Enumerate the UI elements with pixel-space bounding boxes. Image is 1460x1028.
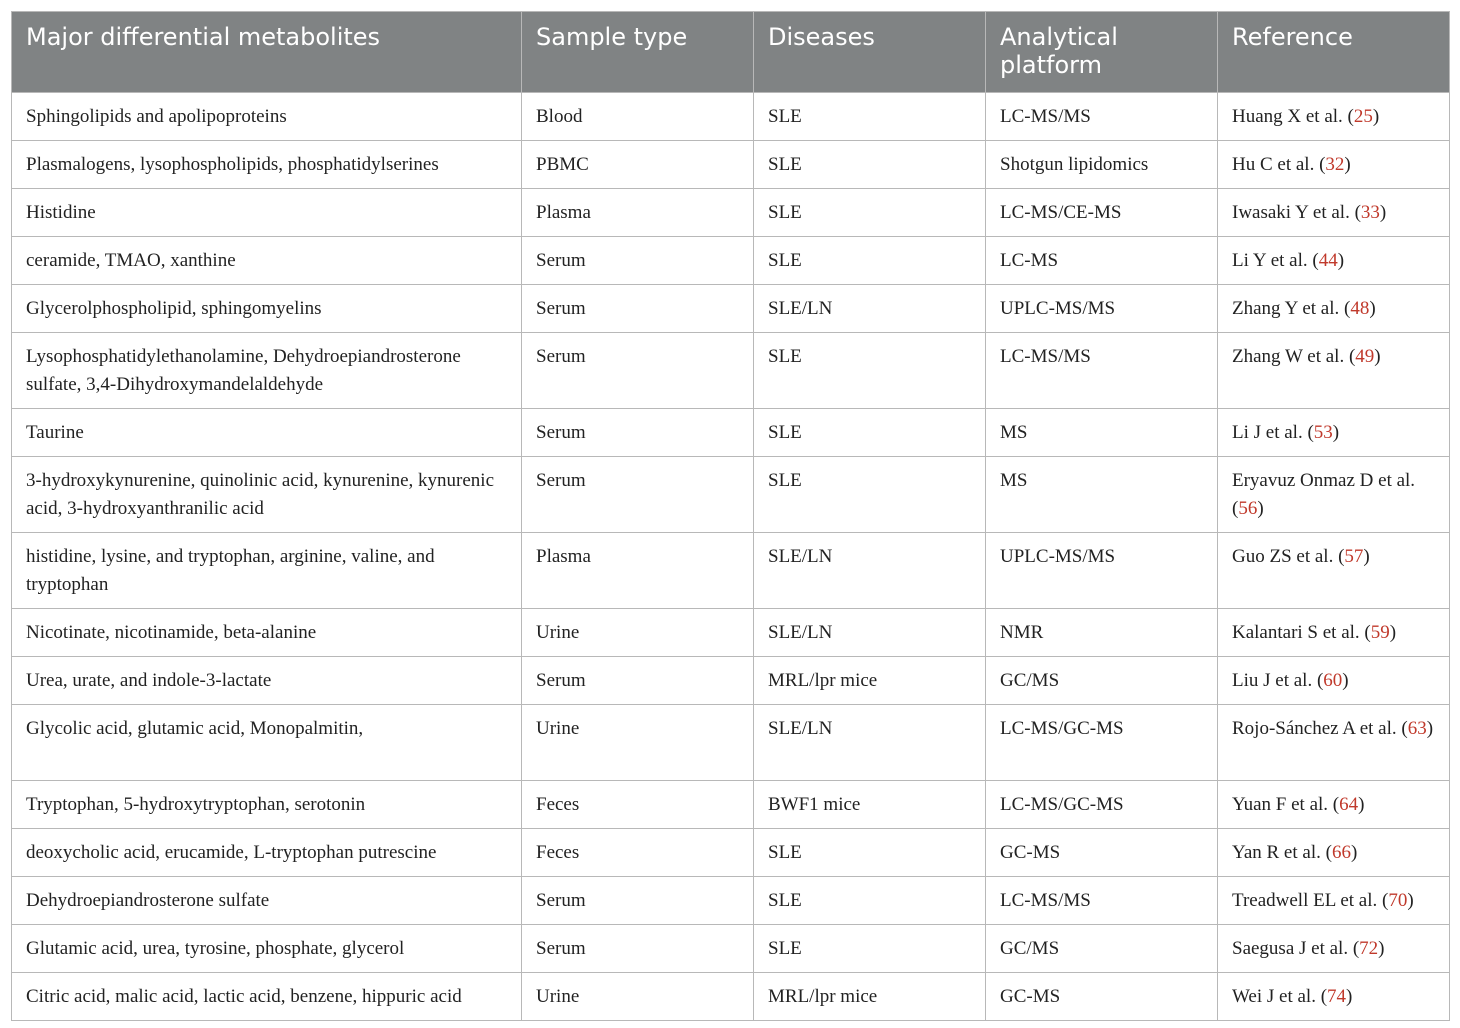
reference-author: Iwasaki Y et al. ( [1232, 202, 1361, 223]
reference-close: ) [1378, 938, 1385, 959]
cell-disease: SLE [754, 189, 986, 237]
reference-citation-link[interactable]: 57 [1344, 546, 1364, 567]
table-row [12, 333, 1450, 409]
cell-reference [1218, 333, 1450, 409]
cell-reference [1218, 973, 1450, 1021]
cell-platform: LC-MS/CE-MS [986, 189, 1218, 237]
cell-disease: SLE/LN [754, 609, 986, 657]
cell-sample-type: Serum [522, 285, 754, 333]
cell-metabolites: Dehydroepiandrosterone sulfate [12, 877, 522, 925]
reference-author: Liu J et al. ( [1232, 670, 1324, 691]
cell-reference [1218, 533, 1450, 609]
reference-author: Saegusa J et al. ( [1232, 938, 1360, 959]
reference-citation-link[interactable]: 70 [1388, 890, 1408, 911]
reference-close: ) [1346, 986, 1353, 1007]
table-row [12, 93, 1450, 141]
reference-citation-link[interactable]: 32 [1325, 154, 1345, 175]
reference-author: Eryavuz Onmaz D et al. ( [1232, 470, 1416, 519]
reference-close: ) [1369, 298, 1376, 319]
table-row [12, 657, 1450, 705]
reference-citation-link[interactable]: 44 [1318, 250, 1338, 271]
cell-platform: LC-MS/GC-MS [986, 705, 1218, 781]
reference-citation-link[interactable]: 63 [1407, 718, 1427, 739]
cell-sample-type: Plasma [522, 533, 754, 609]
reference-close: ) [1358, 794, 1365, 815]
reference-citation-link[interactable]: 60 [1323, 670, 1343, 691]
reference-close: ) [1372, 106, 1380, 127]
table-row [12, 285, 1450, 333]
reference-close: ) [1332, 422, 1340, 443]
cell-sample-type: Feces [522, 781, 754, 829]
cell-metabolites: ceramide, TMAO, xanthine [12, 237, 522, 285]
cell-reference [1218, 657, 1450, 705]
cell-platform: LC-MS/GC-MS [986, 781, 1218, 829]
cell-sample-type: Serum [522, 409, 754, 457]
cell-platform: UPLC-MS/MS [986, 285, 1218, 333]
reference-author: Yuan F et al. ( [1232, 794, 1340, 815]
cell-metabolites: Taurine [12, 409, 522, 457]
reference-close: ) [1363, 546, 1370, 567]
cell-platform: Shotgun lipidomics [986, 141, 1218, 189]
cell-sample-type: Serum [522, 657, 754, 705]
reference-citation-link[interactable]: 66 [1331, 842, 1351, 863]
cell-metabolites: Glutamic acid, urea, tyrosine, phosphate, glycerol [12, 925, 522, 973]
reference-citation-link[interactable]: 59 [1370, 622, 1390, 643]
cell-disease: SLE [754, 237, 986, 285]
table-row [12, 925, 1450, 973]
cell-sample-type: Serum [522, 877, 754, 925]
reference-author: Treadwell EL et al. ( [1232, 890, 1389, 911]
table-row [12, 141, 1450, 189]
header-diseases: Diseases [754, 12, 986, 93]
cell-platform: GC-MS [986, 829, 1218, 877]
cell-sample-type: Serum [522, 237, 754, 285]
reference-author: Hu C et al. ( [1232, 154, 1326, 175]
cell-sample-type: Urine [522, 973, 754, 1021]
reference-citation-link[interactable]: 48 [1350, 298, 1370, 319]
reference-close: ) [1337, 250, 1345, 271]
cell-metabolites: Lysophosphatidylethanolamine, Dehydroepiandrosterone sulfate, 3,4-Dihydroxymandelaldehyde [12, 333, 522, 409]
cell-platform: MS [986, 457, 1218, 533]
cell-disease: SLE [754, 877, 986, 925]
header-row [12, 12, 1450, 93]
reference-author: Wei J et al. ( [1232, 986, 1328, 1007]
reference-author: Rojo-Sánchez A et al. ( [1232, 718, 1408, 739]
reference-close: ) [1389, 622, 1397, 643]
cell-platform: GC-MS [986, 973, 1218, 1021]
cell-platform: UPLC-MS/MS [986, 533, 1218, 609]
cell-metabolites: Glycerolphospholipid, sphingomyelins [12, 285, 522, 333]
cell-reference [1218, 93, 1450, 141]
metabolites-table [11, 11, 1450, 1021]
cell-sample-type: Plasma [522, 189, 754, 237]
reference-close: ) [1257, 498, 1264, 519]
cell-reference [1218, 285, 1450, 333]
cell-sample-type: Urine [522, 609, 754, 657]
cell-disease: SLE [754, 925, 986, 973]
metabolites-table-container [11, 11, 1449, 1021]
reference-citation-link[interactable]: 72 [1359, 938, 1379, 959]
reference-close: ) [1350, 842, 1358, 863]
cell-metabolites: Citric acid, malic acid, lactic acid, benzene, hippuric acid [12, 973, 522, 1021]
reference-close: ) [1407, 890, 1414, 911]
reference-author: Huang X et al. ( [1232, 106, 1354, 127]
cell-reference [1218, 925, 1450, 973]
reference-close: ) [1374, 346, 1381, 367]
cell-disease: SLE/LN [754, 533, 986, 609]
cell-disease: SLE [754, 457, 986, 533]
cell-platform: NMR [986, 609, 1218, 657]
cell-sample-type: Blood [522, 93, 754, 141]
cell-disease: SLE/LN [754, 705, 986, 781]
cell-sample-type: Urine [522, 705, 754, 781]
cell-metabolites: Tryptophan, 5-hydroxytryptophan, serotonin [12, 781, 522, 829]
cell-disease: SLE [754, 829, 986, 877]
reference-close: ) [1426, 718, 1434, 739]
table-row [12, 237, 1450, 285]
cell-reference [1218, 705, 1450, 781]
cell-platform: LC-MS/MS [986, 93, 1218, 141]
header-sample-type: Sample type [522, 12, 754, 93]
reference-author: Zhang W et al. ( [1232, 346, 1356, 367]
table-row [12, 609, 1450, 657]
cell-reference [1218, 609, 1450, 657]
cell-metabolites: Nicotinate, nicotinamide, beta-alanine [12, 609, 522, 657]
cell-sample-type: Serum [522, 457, 754, 533]
reference-author: Kalantari S et al. ( [1232, 622, 1371, 643]
table-row [12, 189, 1450, 237]
cell-sample-type: Feces [522, 829, 754, 877]
table-header [12, 12, 1450, 93]
cell-metabolites: histidine, lysine, and tryptophan, arginine, valine, and tryptophan [12, 533, 522, 609]
cell-reference [1218, 877, 1450, 925]
cell-reference [1218, 189, 1450, 237]
cell-metabolites: deoxycholic acid, erucamide, L-tryptophan putrescine [12, 829, 522, 877]
cell-metabolites: Glycolic acid, glutamic acid, Monopalmitin, [12, 705, 522, 781]
cell-disease: MRL/lpr mice [754, 973, 986, 1021]
cell-platform: MS [986, 409, 1218, 457]
header-metabolites: Major differential metabolites [12, 12, 522, 93]
table-row [12, 829, 1450, 877]
cell-disease: SLE [754, 409, 986, 457]
table-row [12, 877, 1450, 925]
reference-author: Guo ZS et al. ( [1232, 546, 1345, 567]
table-row [12, 705, 1450, 781]
reference-author: Li J et al. ( [1232, 422, 1314, 443]
cell-disease: SLE [754, 93, 986, 141]
cell-disease: SLE/LN [754, 285, 986, 333]
table-row [12, 457, 1450, 533]
reference-citation-link[interactable]: 53 [1313, 422, 1333, 443]
cell-platform: LC-MS [986, 237, 1218, 285]
table-row [12, 781, 1450, 829]
cell-platform: GC/MS [986, 925, 1218, 973]
reference-close: ) [1379, 202, 1387, 223]
table-row [12, 533, 1450, 609]
table-row [12, 973, 1450, 1021]
table-body [12, 93, 1450, 1021]
reference-author: Zhang Y et al. ( [1232, 298, 1351, 319]
reference-citation-link[interactable]: 74 [1327, 986, 1347, 1007]
reference-citation-link[interactable]: 56 [1238, 498, 1258, 519]
cell-reference [1218, 457, 1450, 533]
cell-metabolites: Histidine [12, 189, 522, 237]
table-row [12, 409, 1450, 457]
reference-author: Li Y et al. ( [1232, 250, 1319, 271]
cell-reference [1218, 781, 1450, 829]
cell-disease: SLE [754, 333, 986, 409]
reference-close: ) [1342, 670, 1349, 691]
cell-sample-type: Serum [522, 925, 754, 973]
cell-metabolites: Sphingolipids and apolipoproteins [12, 93, 522, 141]
reference-author: Yan R et al. ( [1232, 842, 1332, 863]
cell-platform: LC-MS/MS [986, 877, 1218, 925]
cell-disease: SLE [754, 141, 986, 189]
reference-citation-link[interactable]: 25 [1353, 106, 1373, 127]
cell-metabolites: 3-hydroxykynurenine, quinolinic acid, kynurenine, kynurenic acid, 3-hydroxyanthranilic acid [12, 457, 522, 533]
header-analytical-platform: Analytical platform [986, 12, 1218, 93]
reference-citation-link[interactable]: 49 [1355, 346, 1375, 367]
cell-sample-type: PBMC [522, 141, 754, 189]
reference-citation-link[interactable]: 64 [1339, 794, 1359, 815]
header-reference: Reference [1218, 12, 1450, 93]
cell-platform: GC/MS [986, 657, 1218, 705]
cell-reference [1218, 237, 1450, 285]
reference-close: ) [1344, 154, 1351, 175]
cell-sample-type: Serum [522, 333, 754, 409]
cell-platform: LC-MS/MS [986, 333, 1218, 409]
cell-reference [1218, 829, 1450, 877]
cell-reference [1218, 409, 1450, 457]
cell-disease: MRL/lpr mice [754, 657, 986, 705]
cell-metabolites: Plasmalogens, lysophospholipids, phosphatidylserines [12, 141, 522, 189]
cell-reference [1218, 141, 1450, 189]
cell-metabolites: Urea, urate, and indole-3-lactate [12, 657, 522, 705]
cell-disease: BWF1 mice [754, 781, 986, 829]
reference-citation-link[interactable]: 33 [1360, 202, 1380, 223]
